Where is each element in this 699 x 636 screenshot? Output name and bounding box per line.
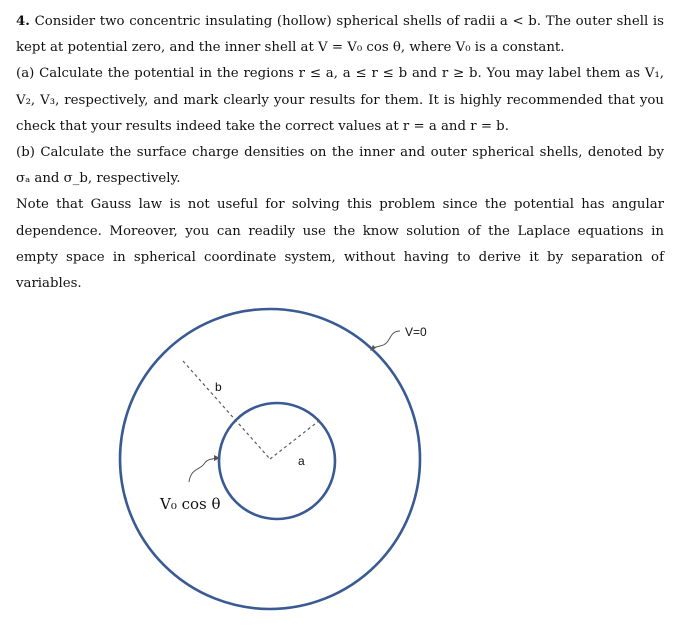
outer-potential-label: V=0 <box>405 325 427 339</box>
note: Note that Gauss law is not useful for solving this problem since the potential has angular dependence. Moreover, you can readily use the know solution of the Laplace equations in empty space in spherical coordinate system, without having to derive it by separation of variables. <box>16 197 664 292</box>
inner-label-leader <box>189 458 219 482</box>
outer-label-leader <box>371 331 400 350</box>
radius-a-line <box>270 420 320 459</box>
radius-a-label: a <box>298 454 305 468</box>
problem-statement-text: Consider two concentric insulating (hollow) spherical shells of radii a < b. The outer shell is kept at potential zero, and the inner shell at V = V₀ cos θ, where V₀ is a constant. <box>16 14 664 56</box>
radius-b-line <box>183 361 270 459</box>
part-a: (a) Calculate the potential in the regions r ≤ a, a ≤ r ≤ b and r ≥ b. You may label them as V₁, V₂, V₃, respectively, and mark clearly your results for them. It is highly recommended that you check that your results indeed take the correct values at r = a and r = b. <box>16 66 664 134</box>
problem-number: 4. <box>16 14 30 29</box>
inner-potential-label: V₀ cos θ <box>160 495 221 513</box>
part-b: (b) Calculate the surface charge densities on the inner and outer spherical shells, denoted by σₐ and σ_b, respectively. <box>16 145 664 187</box>
radius-b-label: b <box>215 380 222 394</box>
